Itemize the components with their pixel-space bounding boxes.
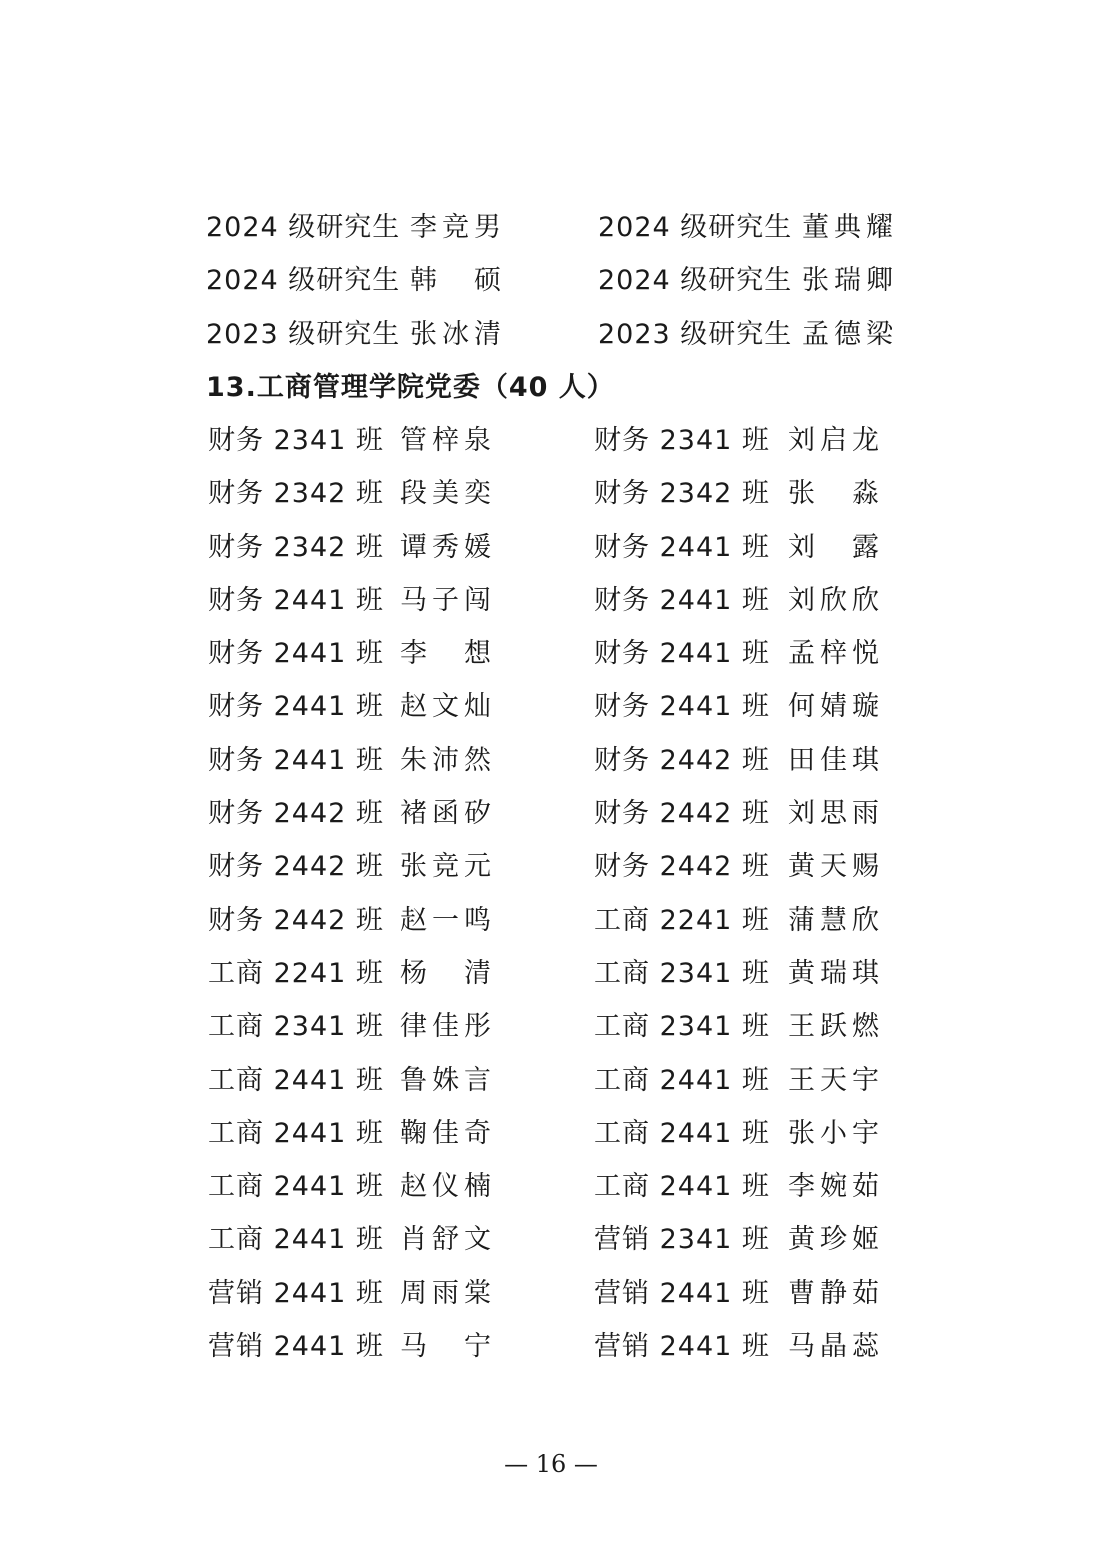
- class-label: 2023 级研究生: [206, 318, 401, 350]
- member-name: 肖舒文: [400, 1224, 496, 1256]
- class-label: 2024 级研究生: [598, 212, 793, 243]
- member-name: 蒲慧欣: [788, 904, 884, 936]
- list-row: [206, 787, 906, 840]
- class-label: 工商 2441 班: [208, 1224, 384, 1256]
- list-row: [206, 467, 906, 520]
- member-name: 王跃燃: [788, 1011, 884, 1043]
- list-row: [206, 947, 906, 1000]
- class-label: 营销 2341 班: [594, 1224, 770, 1256]
- member-name: 刘 露: [788, 531, 884, 563]
- member-name: 孟德梁: [802, 318, 898, 350]
- class-label: 财务 2342 班: [208, 531, 384, 563]
- member-name: 刘欣欣: [788, 584, 884, 616]
- class-label: 财务 2341 班: [594, 425, 770, 456]
- member-name: 张 淼: [788, 478, 884, 510]
- list-row: [206, 1054, 906, 1107]
- member-name: 张竞元: [400, 851, 496, 883]
- class-label: 营销 2441 班: [594, 1331, 770, 1363]
- member-name: 李竞男: [410, 212, 506, 243]
- class-label: 财务 2442 班: [208, 798, 384, 830]
- member-list: [206, 414, 906, 1373]
- member-name: 段美奕: [400, 478, 496, 510]
- class-label: 工商 2341 班: [594, 1011, 770, 1043]
- class-label: 2024 级研究生: [206, 212, 401, 243]
- member-name: 律佳彤: [400, 1011, 496, 1043]
- member-name: 周雨棠: [400, 1277, 496, 1309]
- class-label: 财务 2441 班: [208, 638, 384, 670]
- list-row: [206, 201, 906, 254]
- class-label: 2024 级研究生: [206, 265, 401, 297]
- class-label: 营销 2441 班: [208, 1277, 384, 1309]
- member-name: 赵文灿: [400, 691, 496, 723]
- member-name: 鞠佳奇: [400, 1117, 496, 1149]
- page-number: — 16 —: [504, 1450, 598, 1478]
- list-row: [206, 521, 906, 574]
- class-label: 财务 2442 班: [208, 904, 384, 936]
- list-row: [206, 574, 906, 627]
- section-title: 13.工商管理学院党委（40 人）: [206, 372, 615, 403]
- class-label: 营销 2441 班: [594, 1277, 770, 1309]
- list-row: [206, 414, 906, 467]
- member-name: 鲁姝言: [400, 1064, 496, 1096]
- class-label: 财务 2442 班: [208, 851, 384, 883]
- member-name: 王天宇: [788, 1064, 884, 1096]
- member-name: 赵一鸣: [400, 904, 496, 936]
- member-name: 韩 硕: [410, 265, 506, 297]
- class-label: 2024 级研究生: [598, 265, 793, 297]
- class-label: 财务 2341 班: [208, 425, 384, 456]
- class-label: 工商 2441 班: [208, 1117, 384, 1149]
- class-label: 工商 2441 班: [594, 1117, 770, 1149]
- class-label: 工商 2241 班: [594, 904, 770, 936]
- section-heading-container: [206, 361, 906, 414]
- class-label: 工商 2441 班: [208, 1064, 384, 1096]
- class-label: 财务 2342 班: [594, 478, 770, 510]
- list-row: [206, 1160, 906, 1213]
- graduate-student-list: [206, 201, 906, 361]
- list-row: [206, 734, 906, 787]
- class-label: 工商 2441 班: [594, 1171, 770, 1203]
- class-label: 财务 2441 班: [208, 744, 384, 776]
- class-label: 工商 2341 班: [208, 1011, 384, 1043]
- member-name: 何婧璇: [788, 691, 884, 723]
- list-row: [206, 1267, 906, 1320]
- list-row: [206, 1320, 906, 1373]
- member-name: 黄天赐: [788, 851, 884, 883]
- member-name: 李婉茹: [788, 1171, 884, 1203]
- class-label: 财务 2442 班: [594, 798, 770, 830]
- class-label: 工商 2241 班: [208, 957, 384, 989]
- list-row: [206, 894, 906, 947]
- member-name: 谭秀媛: [400, 531, 496, 563]
- member-name: 马晶蕊: [788, 1331, 884, 1363]
- class-label: 2023 级研究生: [598, 318, 793, 350]
- class-label: 工商 2441 班: [594, 1064, 770, 1096]
- class-label: 工商 2341 班: [594, 957, 770, 989]
- member-name: 杨 清: [400, 957, 496, 989]
- member-name: 曹静茹: [788, 1277, 884, 1309]
- member-name: 张瑞卿: [802, 265, 898, 297]
- list-row: [206, 627, 906, 680]
- member-name: 孟梓悦: [788, 638, 884, 670]
- member-name: 黄珍姬: [788, 1224, 884, 1256]
- member-name: 黄瑞琪: [788, 957, 884, 989]
- member-name: 刘启龙: [788, 425, 884, 456]
- member-name: 马 宁: [400, 1331, 496, 1363]
- member-name: 田佳琪: [788, 744, 884, 776]
- member-name: 张冰清: [410, 318, 506, 350]
- class-label: 财务 2441 班: [594, 531, 770, 563]
- class-label: 财务 2441 班: [594, 638, 770, 670]
- list-row: [206, 840, 906, 893]
- member-name: 赵仪楠: [400, 1171, 496, 1203]
- list-row: [206, 1000, 906, 1053]
- member-name: 褚函矽: [400, 798, 496, 830]
- member-name: 管梓泉: [400, 425, 496, 456]
- class-label: 财务 2441 班: [208, 584, 384, 616]
- class-label: 营销 2441 班: [208, 1331, 384, 1363]
- class-label: 财务 2342 班: [208, 478, 384, 510]
- class-label: 财务 2442 班: [594, 851, 770, 883]
- list-row: [206, 308, 906, 361]
- member-name: 张小宇: [788, 1117, 884, 1149]
- class-label: 财务 2441 班: [594, 691, 770, 723]
- class-label: 工商 2441 班: [208, 1171, 384, 1203]
- list-row: [206, 1213, 906, 1266]
- list-row: [206, 680, 906, 733]
- list-row: [206, 254, 906, 307]
- class-label: 财务 2441 班: [208, 691, 384, 723]
- member-name: 李 想: [400, 638, 496, 670]
- member-name: 朱沛然: [400, 744, 496, 776]
- member-name: 刘思雨: [788, 798, 884, 830]
- class-label: 财务 2441 班: [594, 584, 770, 616]
- class-label: 财务 2442 班: [594, 744, 770, 776]
- list-row: [206, 1107, 906, 1160]
- member-name: 董典耀: [802, 212, 898, 243]
- member-name: 马子闯: [400, 584, 496, 616]
